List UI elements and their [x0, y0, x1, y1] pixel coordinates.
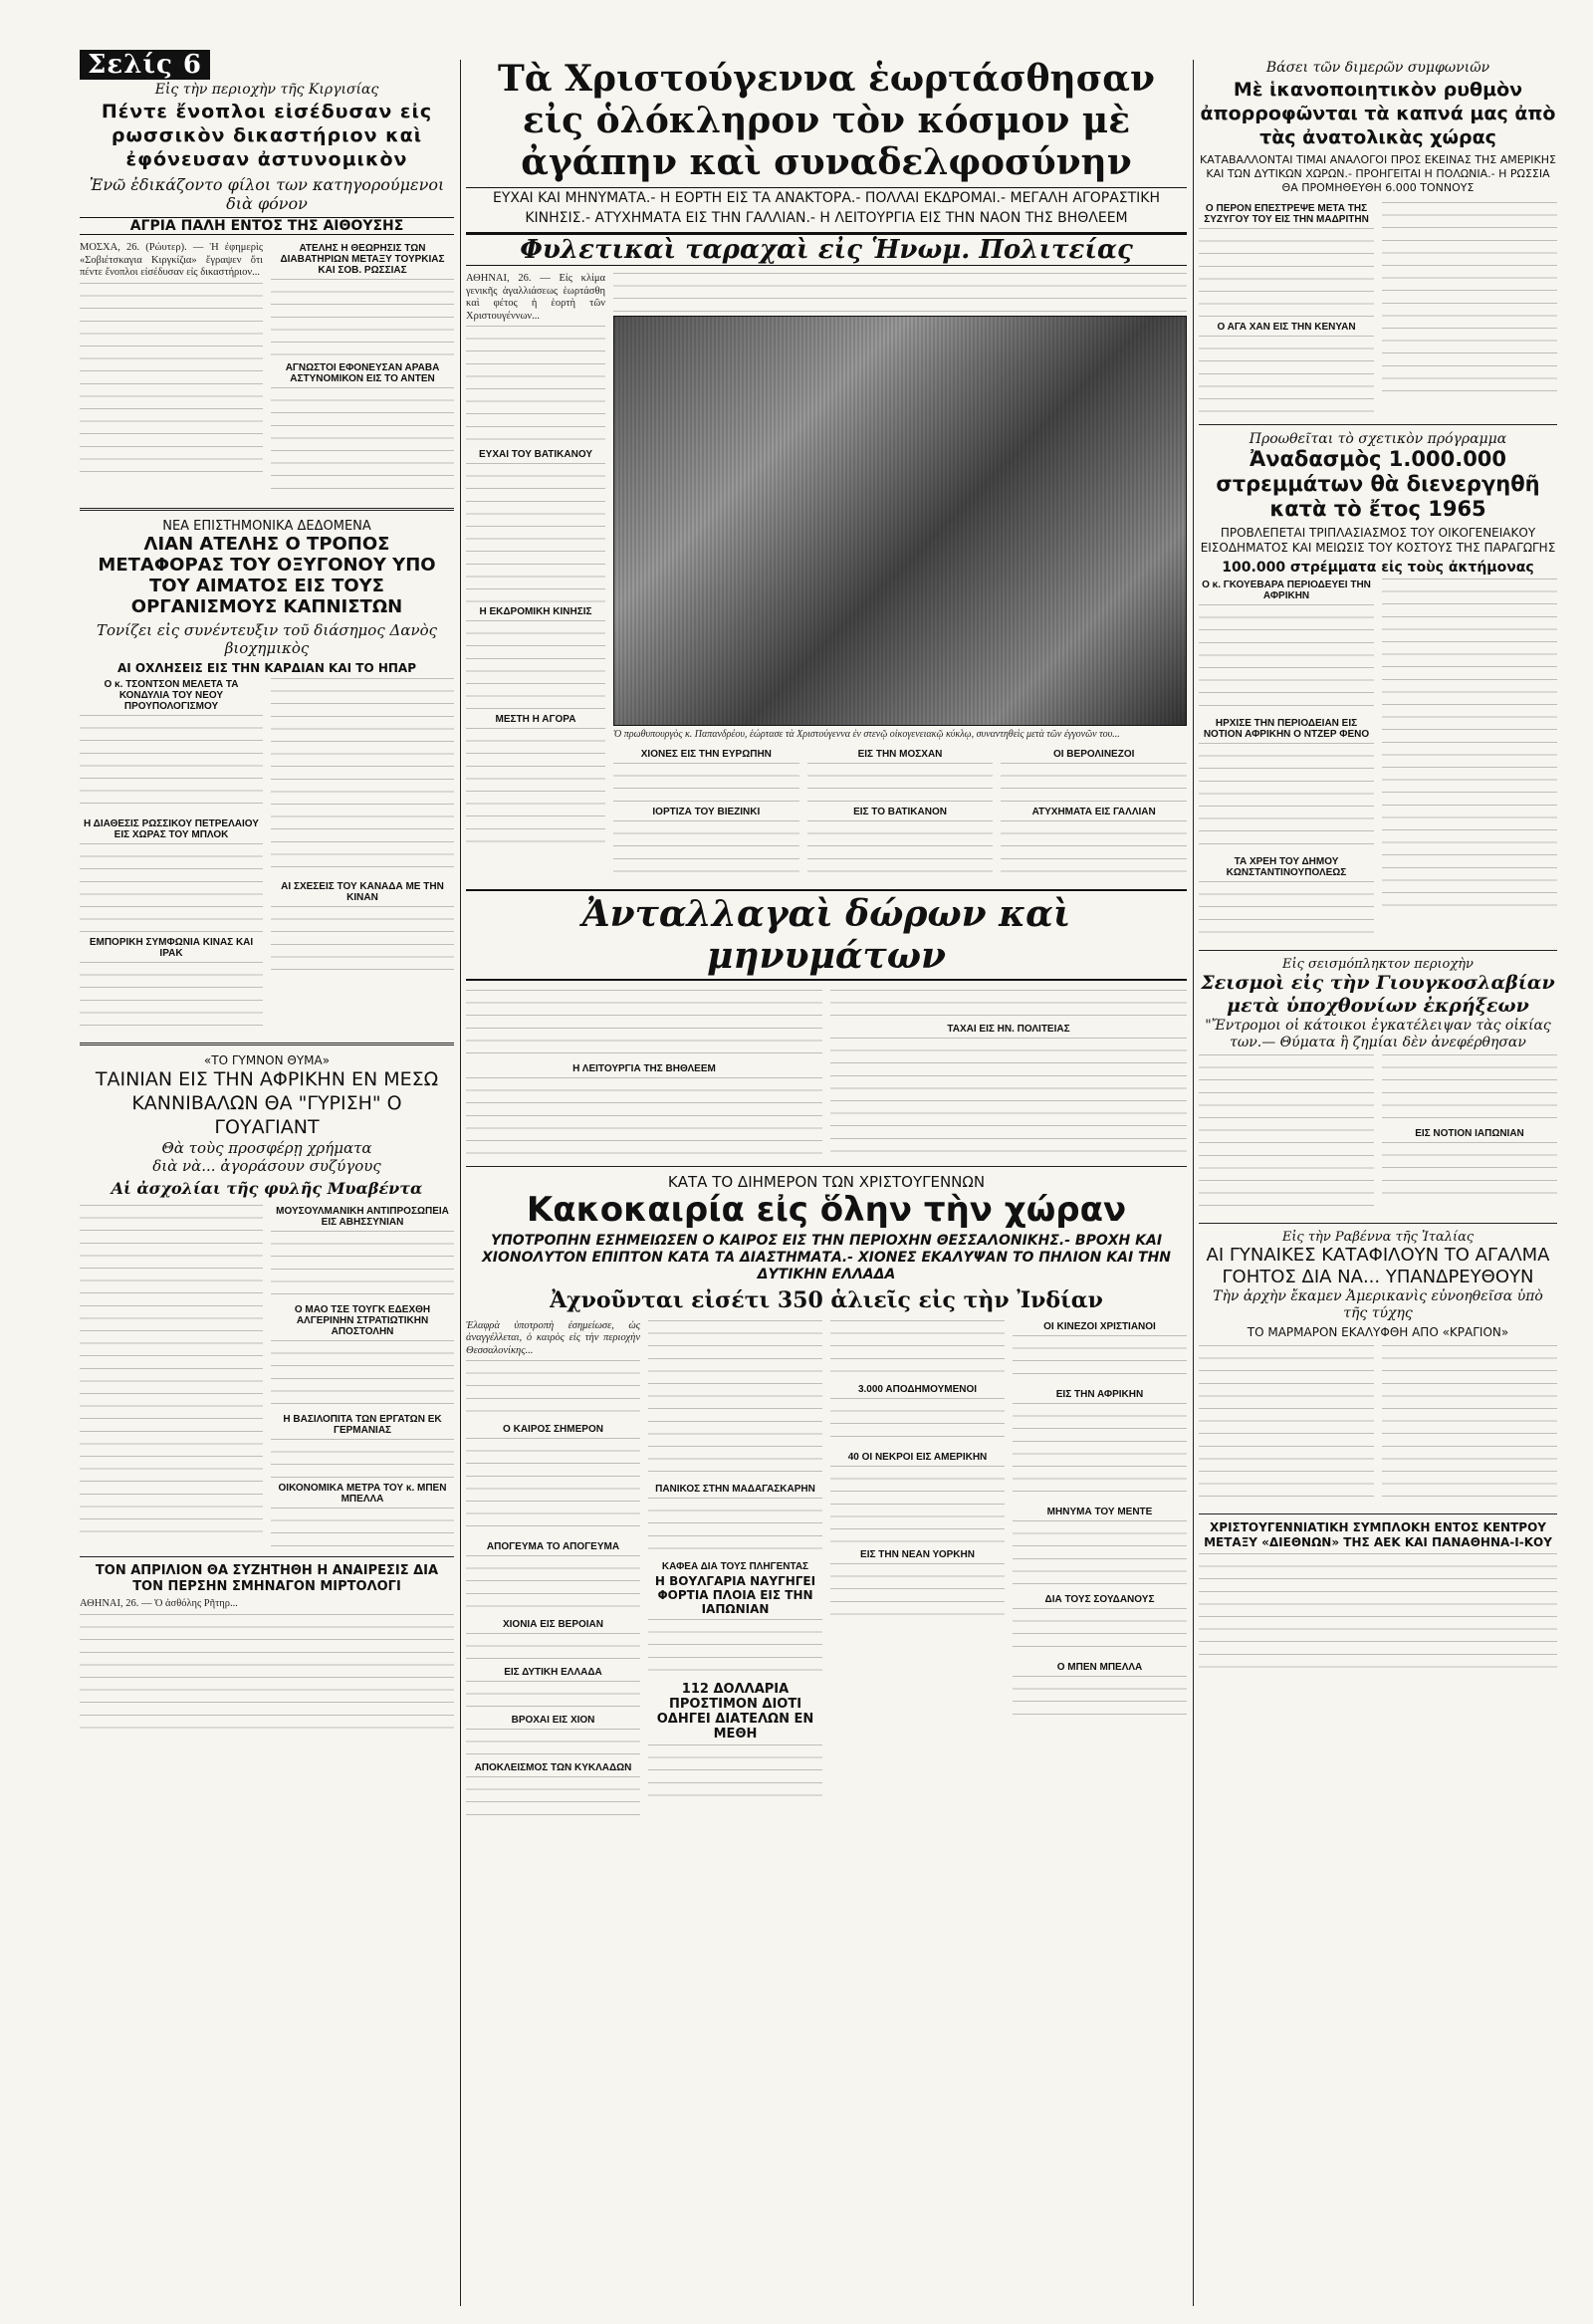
- subhead: ΠΑΝΙΚΟΣ ΣΤΗΝ ΜΑΔΑΓΑΣΚΑΡΗΝ: [655, 1483, 815, 1495]
- subhead: ΟΙ ΒΕΡΟΛΙΝΕΖΟΙ: [1052, 748, 1135, 760]
- article-body: [648, 1744, 822, 1804]
- deck: Ἐνῶ ἐδικάζοντο φίλοι των κατηγορούμενοι διὰ φόνον: [89, 175, 445, 213]
- deck: ΠΡΟΒΛΕΠΕΤΑΙ ΤΡΙΠΛΑΣΙΑΣΜΟΣ ΤΟΥ ΟΙΚΟΓΕΝΕΙΑΚΟΥ ΕΙΣΟΔΗΜΑΤΟΣ ΚΑΙ ΜΕΙΩΣΙΣ ΤΟΥ ΚΟΣΤΟΥΣ ΤΗΣ ΠΑΡΑΓΩΓΗΣ: [1200, 526, 1556, 555]
- kicker: «ΤΟ ΓΥΜΝΟΝ ΘΥΜΑ»: [203, 1053, 331, 1067]
- subhead: 40 ΟΙ ΝΕΚΡΟΙ ΕΙΣ ΑΜΕΡΙΚΗΝ: [847, 1451, 988, 1463]
- deck: ΚΑΤΑΒΑΛΛΟΝΤΑΙ ΤΙΜΑΙ ΑΝΑΛΟΓΟΙ ΠΡΟΣ ΕΚΕΙΝΑΣ ΤΗΣ ΑΜΕΡΙΚΗΣ ΚΑΙ ΤΩΝ ΔΥΤΙΚΩΝ ΧΩΡΩΝ.- ΠΡΟΗΓΕΙΤΑΙ Η ΠΟΛΩΝΙΑ.- Η ΡΩΣΣΙΑ ΘΑ ΠΡΟΜΗΘΕΥΘΗ 6.000 ΤΟΝΝΟΥΣ: [1200, 153, 1556, 194]
- subhead: ΑΠΟΓΕΥΜΑ ΤΟ ΑΠΟΓΕΥΜΑ: [486, 1541, 620, 1553]
- headline: ΤΟΝ ΑΠΡΙΛΙΟΝ ΘΑ ΣΥΖΗΤΗΘΗ Η ΑΝΑΙΡΕΣΙΣ ΔΙΑ ΤΟΝ ΠΕΡΣΗΝ ΣΜΗΝΑΓΟΝ ΜΙΡΤΟΛΟΓΙ: [95, 1563, 439, 1594]
- article-body: [1199, 228, 1374, 318]
- headline: Ἀναδασμὸς 1.000.000 στρεμμάτων θὰ διενεργηθῆ κατὰ τὸ ἔτος 1965: [1216, 447, 1540, 521]
- article-body: [830, 1563, 1005, 1623]
- box-title: ΑΓΝΩΣΤΟΙ ΕΦΟΝΕΥΣΑΝ ΑΡΑΒΑ ΑΣΤΥΝΟΜΙΚΟΝ ΕΙΣ ΤΟ ΑΝΤΕΝ: [285, 362, 440, 384]
- deck: Θὰ τοὺς προσφέρῃ χρήματα: [161, 1139, 372, 1157]
- headline: ΑΙ ΓΥΝΑΙΚΕΣ ΚΑΤΑΦΙΛΟΥΝ ΤΟ ΑΓΑΛΜΑ ΓΟΗΤΟΣ ΔΙΑ ΝΑ... ΥΠΑΝΔΡΕΥΘΟΥΝ: [1206, 1245, 1550, 1287]
- article-body: [466, 1681, 640, 1711]
- subhead: ΑΙ ΟΧΛΗΣΕΙΣ ΕΙΣ ΤΗΝ ΚΑΡΔΙΑΝ ΚΑΙ ΤΟ ΗΠΑΡ: [116, 661, 417, 675]
- subhead: ΧΙΟΝΙΑ ΕΙΣ ΒΕΡΟΙΑΝ: [502, 1619, 603, 1631]
- headline: ΤΑΙΝΙΑΝ ΕΙΣ ΤΗΝ ΑΦΡΙΚΗΝ ΕΝ ΜΕΣΩ ΚΑΝΝΙΒΑΛΩΝ ΘΑ "ΓΥΡΙΣΗ" Ο ΓΟΥΑΓΙΑΝΤ: [95, 1068, 439, 1138]
- article-body: [466, 1729, 640, 1758]
- subhead: ΑΤΥΧΗΜΑΤΑ ΕΙΣ ΓΑΛΛΙΑΝ: [1031, 806, 1156, 817]
- article-body: [807, 763, 994, 803]
- box-title: Η ΔΙΑΘΕΣΙΣ ΡΩΣΣΙΚΟΥ ΠΕΤΡΕΛΑΙΟΥ ΕΙΣ ΧΩΡΑΣ ΤΟΥ ΜΠΛΟΚ: [84, 818, 259, 840]
- article-body: [271, 1231, 454, 1300]
- article-body: [1013, 1520, 1187, 1590]
- center-columns: [466, 58, 1187, 2306]
- article-body: [613, 763, 799, 803]
- article-body: [648, 1619, 822, 1679]
- column-rule: [1193, 60, 1194, 2306]
- headline: 112 ΔΟΛΛΑΡΙΑ ΠΡΟΣΤΙΜΟΝ ΔΙΟΤΙ ΟΔΗΓΕΙ ΔΙΑΤΕΛΩΝ ΕΝ ΜΕΘΗ: [656, 1681, 814, 1742]
- article-body: [466, 620, 605, 710]
- kicker: Εἰς τὴν Ραβέννα τῆς Ἰταλίας: [1281, 1230, 1475, 1245]
- box-title: Ο ΑΓΑ ΧΑΝ ΕΙΣ ΤΗΝ ΚΕΝΥΑΝ: [1217, 322, 1356, 333]
- main-headline: Τὰ Χριστούγεννα ἑωρτάσθησαν εἰς ὁλόκληρον τὸν κόσμον μὲ ἀγάπην καὶ συναδελφοσύνην: [498, 58, 1155, 183]
- article-body: [80, 843, 263, 933]
- article-body: [271, 1439, 454, 1479]
- article-body: [271, 279, 454, 358]
- article-body: [466, 1555, 640, 1615]
- column-rule: [460, 60, 461, 2306]
- headline: ΛΙΑΝ ΑΤΕΛΗΣ Ο ΤΡΟΠΟΣ ΜΕΤΑΦΟΡΑΣ ΤΟΥ ΟΞΥΓΟΝΟΥ ΥΠΟ ΤΟΥ ΑΙΜΑΤΟΣ ΕΙΣ ΤΟΥΣ ΟΡΓΑΝΙΣΜΟΥΣ ΚΑΠΝΙΣΤΩΝ: [98, 534, 436, 617]
- article-body: [80, 1614, 454, 1734]
- article-body: [613, 820, 799, 880]
- article-body: [1199, 604, 1374, 714]
- subhead: ΔΙΑ ΤΟΥΣ ΣΟΥΔΑΝΟΥΣ: [1044, 1593, 1155, 1605]
- article-body: [830, 990, 1187, 1020]
- headline: Ἀχνοῦνται εἰσέτι 350 ἁλιεῖς εἰς τὴν Ἰνδίαν: [550, 1286, 1103, 1313]
- subhead: ΜΗΝΥΜΑ ΤΟΥ ΜΕΝΤΕ: [1046, 1506, 1153, 1517]
- article-body: [271, 1340, 454, 1410]
- box-title: ΜΟΥΣΟΥΛΜΑΝΙΚΗ ΑΝΤΙΠΡΟΣΩΠΕΙΑ ΕΙΣ ΑΒΗΣΣΥΝΙΑΝ: [276, 1206, 449, 1228]
- box-title: Η ΒΑΣΙΛΟΠΙΤΑ ΤΩΝ ΕΡΓΑΤΩΝ ΕΚ ΓΕΡΜΑΝΙΑΣ: [283, 1414, 442, 1436]
- headline: Μὲ ἱκανοποιητικὸν ρυθμὸν ἀπορροφῶνται τὰ καπνά μας ἀπὸ τὰς ἀνατολικὰς χώρας: [1200, 79, 1556, 148]
- headline: Ἀνταλλαγαὶ δώρων καὶ μηνυμάτων: [466, 889, 1187, 981]
- deck: ΥΠΟΤΡΟΠΗΝ ΕΣΗΜΕΙΩΣΕΝ Ο ΚΑΙΡΟΣ ΕΙΣ ΤΗΝ ΠΕΡΙΟΧΗΝ ΘΕΣΣΑΛΟΝΙΚΗΣ.- ΒΡΟΧΗ ΚΑΙ ΧΙΟΝΟΛΥΤΟΝ ΕΠΙΠΤΟΝ ΚΑΤΑ ΤΑ ΔΙΑΣΤΗΜΑΤΑ.- ΧΙΟΝΕΣ ΕΚΑΛΥΨΑΝ ΤΟ ΠΗΛΙΟΝ ΚΑΙ ΤΗΝ ΔΥΤΙΚΗΝ ΕΛΛΑΔΑ: [481, 1232, 1172, 1282]
- article-body: [830, 1398, 1005, 1448]
- deck: Τονίζει εἰς συνέντευξιν τοῦ διάσημος Δανὸς βιοχημικὸς: [96, 621, 438, 657]
- subhead: 3.000 ΑΠΟΔΗΜΟΥΜΕΝΟΙ: [857, 1383, 978, 1395]
- headline: Κακοκαιρία εἰς ὅλην τὴν χώραν: [526, 1189, 1127, 1230]
- article-body: [80, 283, 263, 482]
- article-body: [271, 678, 454, 877]
- headline: Φυλετικαὶ ταραχαὶ εἰς Ἡνωμ. Πολιτείας: [466, 232, 1187, 266]
- article-body: [466, 990, 822, 1059]
- article-body: [466, 463, 605, 602]
- box-title: ΤΑ ΧΡΕΗ ΤΟΥ ΔΗΜΟΥ ΚΩΝΣΤΑΝΤΙΝΟΥΠΟΛΕΩΣ: [1226, 856, 1347, 878]
- article-text: ΜΟΣΧΑ, 26. (Ρώυτερ). — Ἡ ἐφημερὶς «Σοβιέτσκαγια Κιργκίζια» ἔγραψεν ὅτι πέντε ἔνοπλοι εἰσέδυσαν εἰς δικαστήριον...: [80, 242, 263, 279]
- kicker: Βάσει τῶν διμερῶν συμφωνιῶν: [1265, 60, 1490, 76]
- subhead: ΧΙΟΝΕΣ ΕΙΣ ΤΗΝ ΕΥΡΩΠΗΝ: [640, 748, 772, 760]
- article-body: [1199, 881, 1374, 941]
- article-body: [466, 1776, 640, 1816]
- box-title: ΕΜΠΟΡΙΚΗ ΣΥΜΦΩΝΙΑ ΚΙΝΑΣ ΚΑΙ ΙΡΑΚ: [89, 937, 254, 959]
- deck: "Ἔντρομοι οἱ κάτοικοι ἐγκατέλειψαν τὰς οἰκίας των.— Θύματα ἢ ζημίαι δὲν ἀνεφέρθησαν: [1205, 1018, 1551, 1050]
- box-title: ΗΡΧΙΣΕ ΤΗΝ ΠΕΡΙΟΔΕΙΑΝ ΕΙΣ ΝΟΤΙΟΝ ΑΦΡΙΚΗΝ Ο ΝΤΖΕΡ ΦΕΝΟ: [1203, 718, 1370, 740]
- subhead: ΕΙΣ ΔΥΤΙΚΗ ΕΛΛΑΔΑ: [504, 1667, 602, 1679]
- box-title: Ο κ. ΓΚΟΥΕΒΑΡΑ ΠΕΡΙΟΔΕΥΕΙ ΤΗΝ ΑΦΡΙΚΗΝ: [1202, 580, 1371, 601]
- subhead: ΑΓΡΙΑ ΠΑΛΗ ΕΝΤΟΣ ΤΗΣ ΑΙΘΟΥΣΗΣ: [80, 217, 454, 235]
- article-body: [1382, 202, 1557, 401]
- article-body: [648, 1498, 822, 1557]
- headline: Σεισμοὶ εἰς τὴν Γιουγκοσλαβίαν μετὰ ὑποχθονίων ἐκρήξεων: [1201, 972, 1555, 1017]
- article-body: [1013, 1403, 1187, 1503]
- box-title: Ο ΜΑΟ ΤΣΕ ΤΟΥΓΚ ΕΔΕΧΘΗ ΑΛΓΕΡΙΝΗΝ ΣΤΡΑΤΙΩΤΙΚΗΝ ΑΠΟΣΤΟΛΗΝ: [294, 1304, 431, 1337]
- subhead: ΕΥΧΑΙ ΤΟΥ ΒΑΤΙΚΑΝΟΥ: [479, 449, 592, 461]
- right-column: [1199, 58, 1557, 2306]
- subhead: Ο ΚΑΙΡΟΣ ΣΗΜΕΡΟΝ: [503, 1424, 603, 1436]
- article-body: [466, 1633, 640, 1663]
- subhead: ΕΙΣ ΤΗΝ ΑΦΡΙΚΗΝ: [1055, 1388, 1144, 1400]
- deck: Τὴν ἀρχὴν ἔκαμεν Ἀμερικανὶς εὐνοηθεῖσα ὑπὸ τῆς τύχης: [1213, 1288, 1543, 1321]
- box-title: ΑΤΕΛΗΣ Η ΘΕΩΡΗΣΙΣ ΤΩΝ ΔΙΑΒΑΤΗΡΙΩΝ ΜΕΤΑΞΥ ΤΟΥΡΚΙΑΣ ΚΑΙ ΣΟΒ. ΡΩΣΣΙΑΣ: [280, 243, 445, 276]
- subhead: ΒΡΟΧΑΙ ΕΙΣ ΧΙΟΝ: [511, 1715, 595, 1727]
- article-body: [1013, 1335, 1187, 1385]
- headline: ΧΡΙΣΤΟΥΓΕΝΝΙΑΤΙΚΗ ΣΥΜΠΛΟΚΗ ΕΝΤΟΣ ΚΕΝΤΡΟΥ ΜΕΤΑΞΥ «ΔΙΕΘΝΩΝ» ΤΗΣ ΑΕΚ ΚΑΙ ΠΑΝΑΘΗΝΑ-Ι-ΚΟΥ: [1204, 1520, 1552, 1549]
- article-body: [1382, 1345, 1557, 1505]
- article-text: Ἐλαφρὰ ὑποτροπὴ ἐσημείωσε, ὡς ἀναγγέλλεται, ὁ καιρὸς εἰς τὴν περιοχὴν Θεσσαλονίκης...: [466, 1319, 640, 1356]
- subhead: ΕΙΣ ΤΗΝ ΜΟΣΧΑΝ: [857, 748, 943, 760]
- article-body: [1382, 1142, 1557, 1202]
- subhead: ΕΙΣ ΤΟ ΒΑΤΙΚΑΝΟΝ: [853, 806, 947, 817]
- article-body: [830, 1466, 1005, 1545]
- kicker: ΚΑΤΑ ΤΟ ΔΙΗΜΕΡΟΝ ΤΩΝ ΧΡΙΣΤΟΥΓΕΝΝΩΝ: [667, 1172, 986, 1191]
- photo-caption: Ὁ πρωθυπουργὸς κ. Παπανδρέου, ἑώρτασε τὰ Χριστούγεννα ἐν στενῷ οἰκογενειακῷ κύκλῳ, συναντηθεὶς μετὰ τῶν ἐγγονῶν του...: [613, 729, 1120, 740]
- article-body: [1199, 1054, 1374, 1214]
- article-body: [466, 326, 605, 445]
- subhead: ΕΙΣ ΤΗΝ ΝΕΑΝ ΥΟΡΚΗΝ: [860, 1548, 975, 1560]
- kicker: Εἰς τὴν περιοχὴν τῆς Κιργισίας: [154, 82, 379, 98]
- left-column: [80, 50, 454, 2306]
- article-text: ΑΘΗΝΑΙ, 26. — Εἰς κλίμα γενικῆς ἀγαλλιάσεως ἑωρτάσθη καὶ φέτος ἡ ἑορτὴ τῶν Χριστουγέννων...: [466, 273, 605, 322]
- article-body: [1013, 1676, 1187, 1716]
- subhead: Αἱ ἀσχολίαι τῆς φυλῆς Μυαβέντα: [111, 1179, 423, 1198]
- subhead: ΟΙ ΚΙΝΕΖΟΙ ΧΡΙΣΤΙΑΝΟΙ: [1043, 1320, 1156, 1332]
- kicker: Προωθεῖται τὸ σχετικὸν πρόγραμμα: [1249, 431, 1507, 447]
- box-title: ΟΙΚΟΝΟΜΙΚΑ ΜΕΤΡΑ ΤΟΥ κ. ΜΠΕΝ ΜΠΕΛΛΑ: [278, 1483, 447, 1505]
- article-body: [1199, 1553, 1557, 1673]
- article-body: [807, 820, 994, 880]
- article-body: [466, 1438, 640, 1537]
- article-body: [1199, 1345, 1374, 1505]
- box-title: Ο ΠΕΡΟΝ ΕΠΕΣΤΡΕΨΕ ΜΕΤΑ ΤΗΣ ΣΥΖΥΓΟΥ ΤΟΥ ΕΙΣ ΤΗΝ ΜΑΔΡΙΤΗΝ: [1204, 203, 1369, 225]
- subhead: ΜΕΣΤΗ Η ΑΓΟΡΑ: [495, 714, 576, 726]
- section-logo: Σελίς 6: [80, 50, 210, 80]
- kicker: Εἰς σεισμόπληκτον περιοχὴν: [1282, 957, 1474, 972]
- subhead: Η ΕΚΔΡΟΜΙΚΗ ΚΙΝΗΣΙΣ: [479, 606, 592, 618]
- article-body: [1199, 743, 1374, 852]
- article-text: ΑΘΗΝΑΙ, 26. — Ὁ ἀσθόλης Ρῆτηρ...: [80, 1598, 238, 1609]
- box-title: ΕΙΣ ΝΟΤΙΟΝ ΙΑΠΩΝΙΑΝ: [1415, 1128, 1524, 1139]
- article-body: [271, 906, 454, 976]
- subhead: ΙΟΡΤΙΖΑ ΤΟΥ ΒΙΕΖΙΝΚΙ: [652, 806, 761, 817]
- article-body: [1001, 763, 1187, 803]
- article-body: [648, 1320, 822, 1480]
- article-body: [271, 1508, 454, 1547]
- subhead: ΚΑΦΕΑ ΔΙΑ ΤΟΥΣ ΠΛΗΓΕΝΤΑΣ: [661, 1560, 809, 1572]
- subhead: ΤΟ ΜΑΡΜΑΡΟΝ ΕΚΑΛΥΦΘΗ ΑΠΟ «ΚΡΑΓΙΟΝ»: [1247, 1325, 1509, 1339]
- box-title: Ο κ. ΤΣΟΝΤΣΟΝ ΜΕΛΕΤΑ ΤΑ ΚΟΝΔΥΛΙΑ ΤΟΥ ΝΕΟΥ ΠΡΟΥΠΟΛΟΓΙΣΜΟΥ: [104, 679, 239, 712]
- article-body: [830, 1038, 1187, 1157]
- article-body: [80, 1205, 263, 1533]
- subhead: ΤΑΧΑΙ ΕΙΣ ΗΝ. ΠΟΛΙΤΕΙΑΣ: [947, 1023, 1070, 1035]
- article-body: [1013, 1608, 1187, 1658]
- article-body: [80, 962, 263, 1032]
- article-body: [466, 1360, 640, 1420]
- headline: Πέντε ἔνοπλοι εἰσέδυσαν εἰς ρωσσικὸν δικαστήριον καὶ ἐφόνευσαν ἀστυνομικὸν: [101, 101, 433, 170]
- subhead: Η ΛΕΙΤΟΥΡΓΙΑ ΤΗΣ ΒΗΘΛΕΕΜ: [572, 1062, 716, 1074]
- article-body: [1382, 1054, 1557, 1124]
- subhead: ΑΠΟΚΛΕΙΣΜΟΣ ΤΩΝ ΚΥΚΛΑΔΩΝ: [474, 1762, 632, 1774]
- headline: Η ΒΟΥΛΓΑΡΙΑ ΝΑΥΓΗΓΕΙ ΦΟΡΤΙΑ ΠΛΟΙΑ ΕΙΣ ΤΗΝ ΙΑΠΩΝΙΑΝ: [654, 1573, 816, 1616]
- subhead: 100.000 στρέμματα εἰς τοὺς ἀκτήμονας: [1222, 560, 1534, 576]
- box-title: ΑΙ ΣΧΕΣΕΙΣ ΤΟΥ ΚΑΝΑΔΑ ΜΕ ΤΗΝ ΚΙΝΑΝ: [281, 881, 444, 903]
- article-body: [1382, 579, 1557, 907]
- article-body: [1199, 336, 1374, 415]
- deck: διὰ νὰ... ἀγοράσουν συζύγους: [152, 1157, 381, 1175]
- article-body: [830, 1320, 1005, 1380]
- kicker: ΝΕΑ ΕΠΙΣΤΗΜΟΝΙΚΑ ΔΕΔΟΜΕΝΑ: [162, 519, 371, 534]
- article-body: [613, 273, 1187, 313]
- article-body: [271, 387, 454, 497]
- article-body: [80, 715, 263, 814]
- news-photo: [613, 316, 1187, 726]
- article-body: [466, 1077, 822, 1157]
- article-body: [1001, 820, 1187, 880]
- main-deck: ΕΥΧΑΙ ΚΑΙ ΜΗΝΥΜΑΤΑ.- Η ΕΟΡΤΗ ΕΙΣ ΤΑ ΑΝΑΚΤΟΡΑ.- ΠΟΛΛΑΙ ΕΚΔΡΟΜΑΙ.- ΜΕΓΑΛΗ ΑΓΟΡΑΣΤΙΚΗ ΚΙΝΗΣΙΣ.- ΑΤΥΧΗΜΑΤΑ ΕΙΣ ΤΗΝ ΓΑΛΛΙΑΝ.- Η ΛΕΙΤΟΥΡΓΙΑ ΕΙΣ ΤΗΝ ΝΑΟΝ ΤΗΣ ΒΗΘΛΕΕΜ: [466, 187, 1187, 228]
- subhead: Ο ΜΠΕΝ ΜΠΕΛΛΑ: [1056, 1661, 1143, 1673]
- article-body: [466, 728, 605, 847]
